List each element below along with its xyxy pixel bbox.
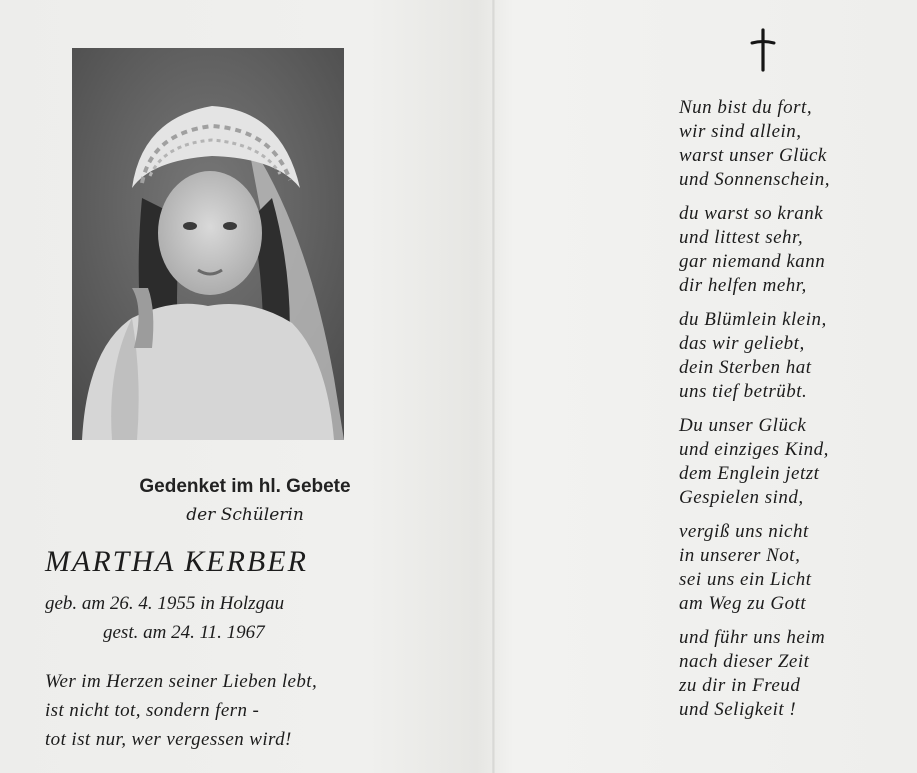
poem-line: Gespielen sind,	[679, 487, 804, 508]
poem-line: nach dieser Zeit	[679, 651, 810, 672]
poem-line: in unserer Not,	[679, 545, 801, 566]
poem-line: dem Englein jetzt	[679, 463, 820, 484]
poem-line: warst unser Glück	[679, 145, 827, 166]
poem-line: du warst so krank	[679, 203, 824, 224]
poem-line: und führ uns heim	[679, 627, 826, 648]
poem-line: und Seligkeit !	[679, 699, 797, 720]
poem-line: du Blümlein klein,	[679, 309, 827, 330]
poem-stanza	[679, 626, 909, 722]
poem-stanza	[679, 96, 909, 192]
poem-line: sei uns ein Licht	[679, 569, 812, 590]
poem-line: und einziges Kind,	[679, 439, 829, 460]
poem-line: zu dir in Freud	[679, 675, 801, 696]
poem-line: dir helfen mehr,	[679, 275, 807, 296]
poem-line: uns tief betrübt.	[679, 381, 808, 402]
poem-line: vergiß uns nicht	[679, 521, 809, 542]
poem-line: wir sind allein,	[679, 121, 802, 142]
portrait-photo	[72, 48, 344, 440]
poem-stanza	[679, 414, 909, 510]
card-subheading: der Schülerin	[186, 505, 304, 525]
poem-line: und littest sehr,	[679, 227, 804, 248]
memorial-poem	[679, 96, 909, 732]
poem-line: Du unser Glück	[679, 415, 807, 436]
card-heading: Gedenket im hl. Gebete	[139, 476, 351, 497]
poem-stanza	[679, 308, 909, 404]
poem-line: und Sonnenschein,	[679, 169, 830, 190]
poem-stanza	[679, 520, 909, 616]
cross-icon	[748, 28, 778, 72]
deceased-name: MARTHA KERBER	[45, 545, 308, 578]
poem-line: Nun bist du fort,	[679, 97, 813, 118]
poem-line: am Weg zu Gott	[679, 593, 807, 614]
poem-stanza	[679, 202, 909, 298]
quote-line: ist nicht tot, sondern fern -	[45, 700, 260, 721]
birth-line: geb. am 26. 4. 1955 in Holzgau	[45, 593, 285, 614]
poem-line: gar niemand kann	[679, 251, 826, 272]
quote-line: tot ist nur, wer vergessen wird!	[45, 729, 292, 750]
memorial-quote	[45, 667, 475, 754]
death-line: gest. am 24. 11. 1967	[103, 622, 265, 643]
card-fold	[492, 0, 495, 773]
poem-line: das wir geliebt,	[679, 333, 805, 354]
quote-line: Wer im Herzen seiner Lieben lebt,	[45, 671, 318, 692]
poem-line: dein Sterben hat	[679, 357, 812, 378]
